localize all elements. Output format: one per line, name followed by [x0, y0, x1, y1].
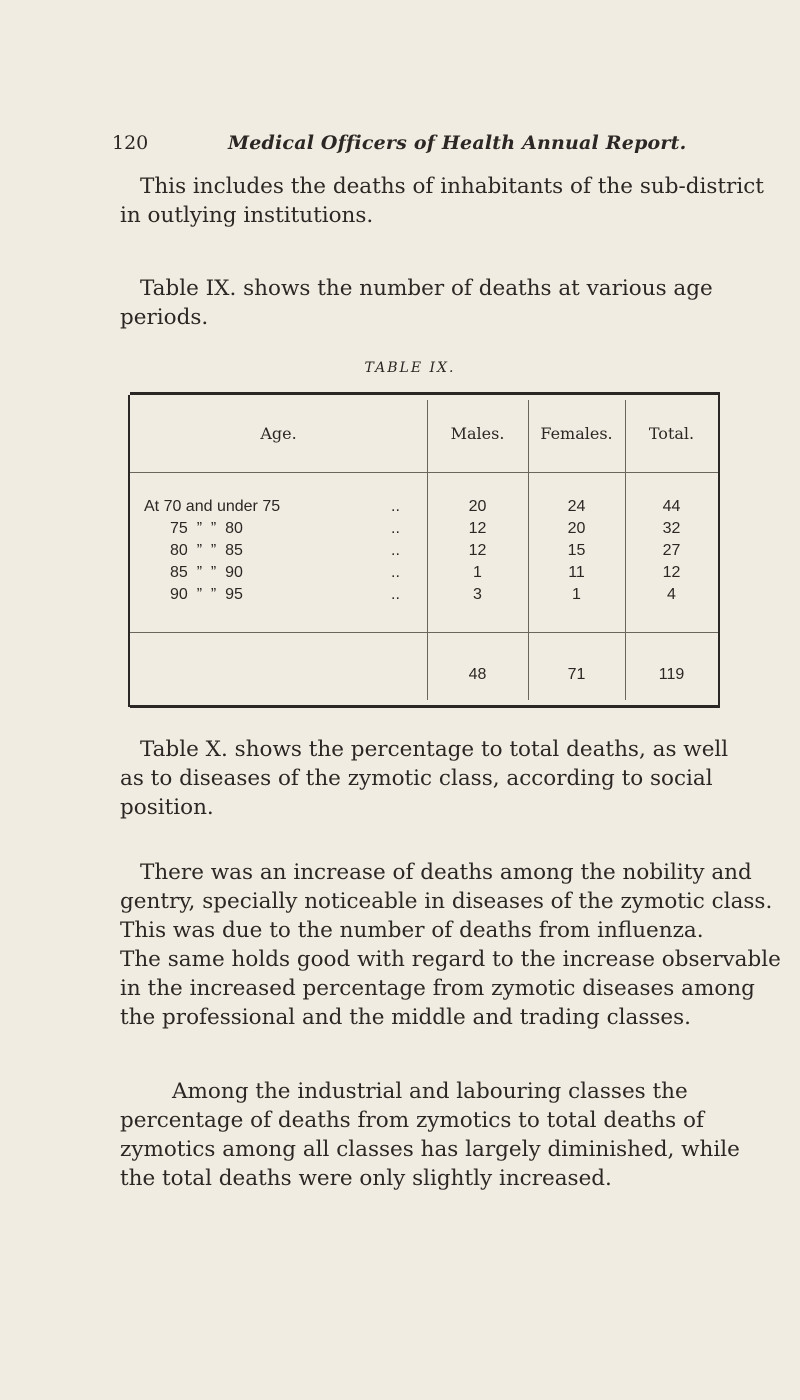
page-header [112, 132, 752, 162]
males-cell: 1 [473, 564, 482, 581]
header-rule [130, 472, 718, 473]
grand-total: 119 [658, 666, 685, 683]
leader-dots: .. [391, 542, 400, 559]
table-ix [130, 392, 731, 712]
males-cell: 3 [473, 586, 482, 603]
females-total: 71 [567, 666, 586, 683]
table-right-border [718, 395, 720, 707]
leader-dots: .. [391, 498, 400, 515]
paragraph-table-x-intro [120, 735, 770, 822]
age-cell: At 70 and under 75 [144, 498, 281, 515]
table-top-rule [130, 392, 720, 395]
text-line: There was an increase of deaths among the nobility and [140, 860, 752, 885]
males-cell: 12 [468, 520, 487, 537]
text-line: in outlying institutions. [120, 203, 374, 228]
header-males: Males. [450, 424, 505, 443]
text-line: This was due to the number of deaths from influenza. [120, 918, 704, 943]
header-females: Females. [540, 424, 613, 443]
leader-dots: .. [391, 586, 400, 603]
text-line: position. [120, 795, 214, 820]
text-line: the total deaths were only slightly increased. [120, 1166, 612, 1191]
text-line: the professional and the middle and trading classes. [120, 1005, 691, 1030]
table-caption: TABLE IX. [364, 360, 456, 376]
text-line: This includes the deaths of inhabitants of the sub-district [140, 174, 764, 199]
table-bottom-rule [130, 705, 720, 708]
text-line: zymotics among all classes has largely diminished, while [120, 1137, 740, 1162]
total-cell: 44 [662, 498, 681, 515]
age-cell: 80 ” ” 85 [170, 542, 243, 559]
paragraph-industrial-classes [120, 1077, 770, 1193]
total-cell: 4 [667, 586, 676, 603]
text-line: in the increased percentage from zymotic diseases among [120, 976, 755, 1001]
total-cell: 27 [662, 542, 681, 559]
text-line: percentage of deaths from zymotics to total deaths of [120, 1108, 704, 1133]
text-line: periods. [120, 305, 209, 330]
text-line: as to diseases of the zymotic class, according to social [120, 766, 713, 791]
paragraph-sub-district [120, 172, 770, 230]
total-rule [130, 632, 718, 633]
females-cell: 15 [567, 542, 586, 559]
age-cell: 90 ” ” 95 [170, 586, 243, 603]
header-total: Total. [648, 424, 695, 443]
text-line: Table X. shows the percentage to total deaths, as well [140, 737, 729, 762]
females-cell: 11 [568, 564, 585, 581]
paragraph-table-ix-intro [120, 274, 770, 332]
page-number: 120 [112, 132, 149, 154]
males-cell: 20 [468, 498, 487, 515]
text-line: The same holds good with regard to the increase observable [120, 947, 781, 972]
males-cell: 12 [468, 542, 487, 559]
total-cell: 12 [662, 564, 681, 581]
text-line: Table IX. shows the number of deaths at various age [140, 276, 713, 301]
females-cell: 24 [567, 498, 586, 515]
females-cell: 20 [567, 520, 586, 537]
text-line: Among the industrial and labouring classes the [172, 1079, 688, 1104]
leader-dots: .. [391, 520, 400, 537]
text-line: gentry, specially noticeable in diseases of the zymotic class. [120, 889, 773, 914]
running-title: Medical Officers of Health Annual Report. [228, 132, 687, 154]
age-cell: 75 ” ” 80 [170, 520, 243, 537]
paragraph-nobility-increase [120, 858, 781, 1032]
header-age: Age. [260, 424, 297, 443]
leader-dots: .. [391, 564, 400, 581]
total-cell: 32 [662, 520, 681, 537]
males-total: 48 [468, 666, 487, 683]
age-cell: 85 ” ” 90 [170, 564, 243, 581]
females-cell: 1 [572, 586, 581, 603]
